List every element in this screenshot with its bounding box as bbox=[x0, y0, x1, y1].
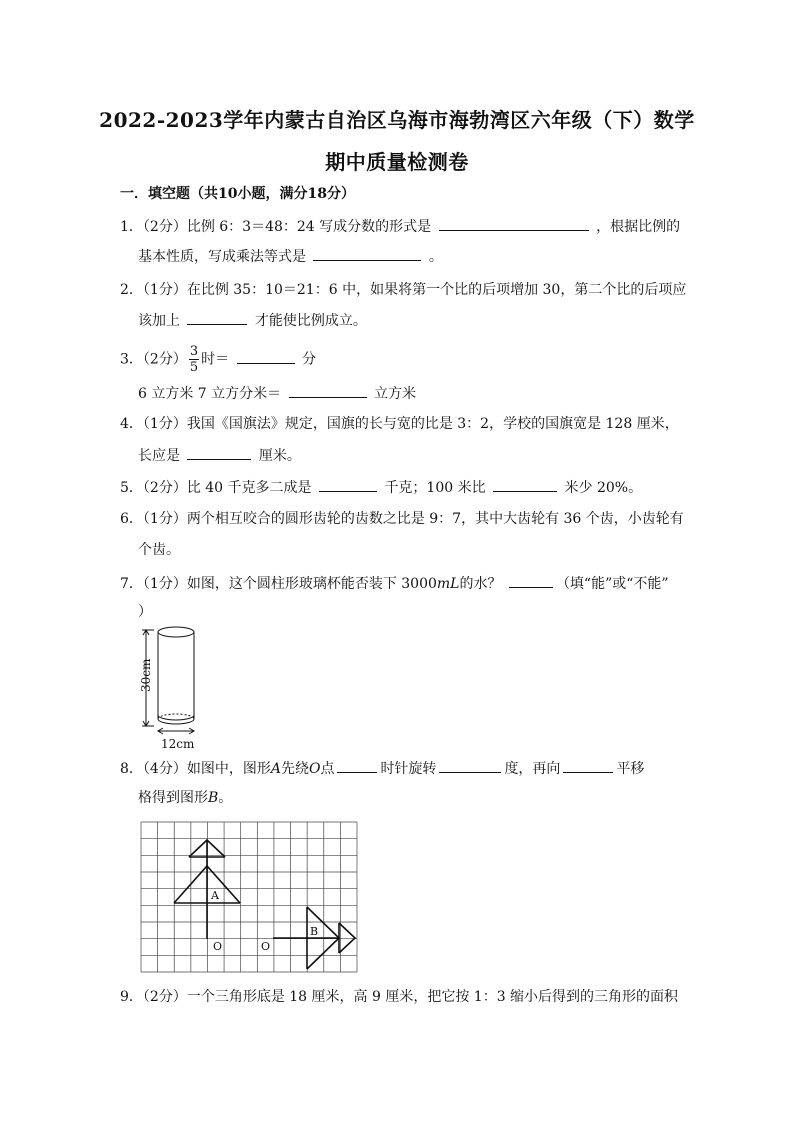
q8-text-b: 先绕 bbox=[280, 761, 309, 777]
diameter-label: 12cm bbox=[161, 737, 195, 751]
q7-text-c: （填“能”或“不能” bbox=[555, 576, 669, 592]
cylinder-top-ellipse bbox=[158, 627, 194, 637]
q8-blank-2[interactable] bbox=[439, 758, 501, 773]
q7-text-d: ） bbox=[138, 604, 152, 620]
question-4-cont bbox=[138, 445, 301, 466]
question-6 bbox=[120, 509, 684, 529]
question-3-cont bbox=[138, 383, 416, 404]
q1-text-d: 。 bbox=[428, 249, 443, 265]
q8-text-f: 平移 bbox=[616, 761, 645, 777]
q5-blank-2[interactable] bbox=[493, 477, 557, 492]
q7-blank[interactable] bbox=[509, 573, 553, 588]
question-6-cont bbox=[138, 540, 180, 560]
q7-text-a: 7．（1分）如图，这个圆柱形玻璃杯能否装下 3000 bbox=[120, 576, 437, 592]
question-3 bbox=[120, 344, 316, 375]
q8-text-a: 8．（4分）如图中，图形 bbox=[120, 761, 271, 777]
question-8-cont bbox=[138, 788, 232, 808]
q1-text-a: 1．（2分）比例 6：3＝48：24 写成分数的形式是 bbox=[120, 219, 432, 235]
question-4 bbox=[120, 414, 679, 434]
q8-var-A: A bbox=[270, 761, 281, 777]
q4-text-b: 长应是 bbox=[138, 448, 180, 464]
q8-text-e: 度，再向 bbox=[504, 761, 561, 777]
q2-text-b: 该加上 bbox=[138, 313, 180, 329]
q3-text-e: 立方米 bbox=[374, 386, 417, 402]
question-9 bbox=[120, 987, 678, 1007]
label-O-2: O bbox=[261, 940, 271, 953]
q4-blank[interactable] bbox=[187, 445, 251, 460]
q8-text-c: 点 bbox=[320, 761, 335, 777]
q3-fraction bbox=[189, 344, 199, 375]
q3-text-d: 6 立方米 7 立方分米＝ bbox=[138, 386, 282, 402]
q8-text-d: 时针旋转 bbox=[380, 761, 437, 777]
q4-text-a: 4．（1分）我国《国旗法》规定，国旗的长与宽的比是 3：2，学校的国旗宽是 128 厘米， bbox=[120, 416, 679, 432]
label-O-1: O bbox=[213, 940, 223, 953]
q8-var-B: B bbox=[208, 790, 219, 806]
q2-text-c: 才能使比例成立。 bbox=[254, 313, 367, 329]
q7-text-b: 的水？ bbox=[459, 576, 502, 592]
q3-blank-1[interactable] bbox=[237, 349, 295, 364]
question-1 bbox=[120, 216, 680, 237]
q1-text-c: 基本性质，写成乘法等式是 bbox=[138, 249, 306, 265]
q3-text-c: 分 bbox=[302, 351, 317, 368]
q8-var-O: O bbox=[308, 761, 321, 777]
shape-b-arrow-2 bbox=[339, 923, 355, 953]
question-2 bbox=[120, 280, 686, 300]
q5-text-b: 千克；100 米比 bbox=[384, 480, 486, 496]
q4-text-c: 厘米。 bbox=[258, 448, 301, 464]
question-7 bbox=[120, 573, 669, 594]
q3-text-b: 时＝ bbox=[201, 351, 230, 368]
q9-text-a: 9．（2分）一个三角形底是 18 厘米，高 9 厘米，把它按 1：3 缩小后得到的三角形的面积 bbox=[120, 989, 679, 1005]
label-B: B bbox=[310, 925, 319, 938]
q5-text-a: 5．（2分）比 40 千克多二成是 bbox=[120, 480, 312, 496]
q1-blank-1[interactable] bbox=[439, 216, 589, 231]
q8-text-h: 。 bbox=[218, 790, 233, 806]
question-2-cont bbox=[138, 310, 367, 331]
q8-blank-1[interactable] bbox=[337, 758, 377, 773]
q1-blank-2[interactable] bbox=[313, 246, 421, 261]
q3-numerator: 3 bbox=[189, 344, 199, 359]
grid-lines bbox=[141, 822, 357, 972]
question-1-cont bbox=[138, 246, 443, 267]
q3-blank-2[interactable] bbox=[289, 383, 367, 398]
question-5 bbox=[120, 477, 642, 498]
section-heading: 一．填空题（共10小题，满分18分） bbox=[120, 186, 355, 202]
q2-text-a: 2．（1分）在比例 35：10＝21：6 中，如果将第一个比的后项增加 30，第二个比的后项应 bbox=[120, 282, 687, 298]
q5-blank-1[interactable] bbox=[319, 477, 377, 492]
q8-blank-3[interactable] bbox=[563, 758, 613, 773]
q3-text-a: 3．（2分） bbox=[120, 351, 187, 368]
q7-unit: mL bbox=[436, 576, 460, 592]
question-7-cont bbox=[138, 602, 152, 622]
cylinder-figure bbox=[128, 622, 208, 752]
grid-figure bbox=[139, 820, 363, 976]
q8-text-g: 格得到图形 bbox=[138, 790, 208, 806]
height-label: 30cm bbox=[139, 658, 153, 692]
label-A: A bbox=[211, 889, 219, 902]
q6-text-b: 个齿。 bbox=[138, 542, 180, 558]
q5-text-c: 米少 20%。 bbox=[564, 480, 643, 496]
question-8 bbox=[120, 758, 644, 779]
q2-blank[interactable] bbox=[187, 310, 247, 325]
q6-text-a: 6．（1分）两个相互咬合的圆形齿轮的齿数之比是 9：7，其中大齿轮有 36 个齿，小齿轮有 bbox=[120, 511, 684, 527]
page-title-line1: 2022-2023学年内蒙古自治区乌海市海勃湾区六年级（下）数学 bbox=[99, 108, 695, 132]
q1-text-b: ，根据比例的 bbox=[596, 219, 681, 235]
page-title-line2: 期中质量检测卷 bbox=[325, 150, 469, 174]
q3-denominator: 5 bbox=[189, 360, 199, 375]
